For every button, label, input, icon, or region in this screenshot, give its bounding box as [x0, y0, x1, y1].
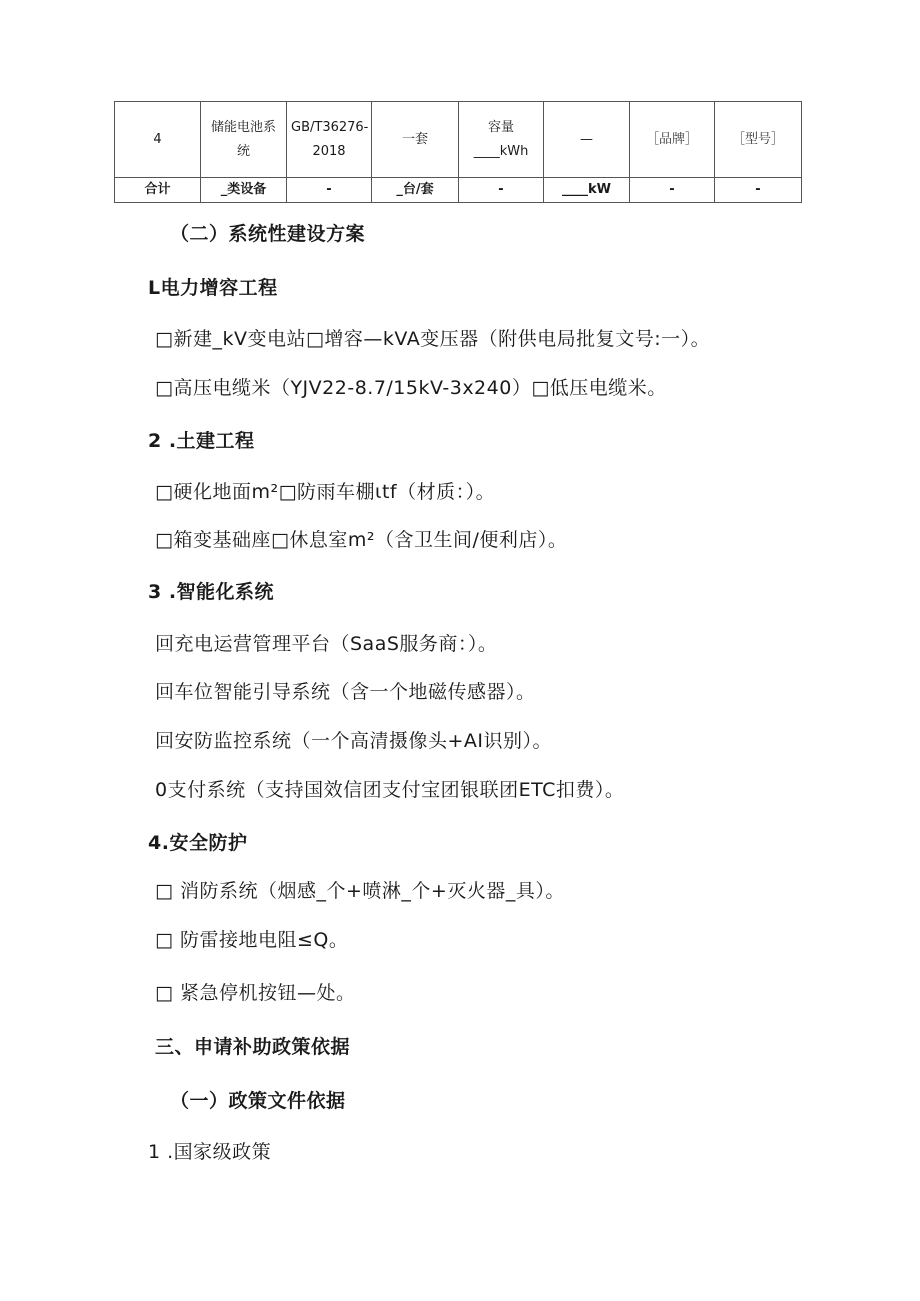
table-row [115, 102, 802, 178]
smart-system-title: 3 .智能化系统 [148, 581, 275, 603]
smart-system-item: 回充电运营管理平台（SaaS服务商：）。 [155, 633, 498, 655]
quantity-cell [372, 102, 459, 178]
capacity-cell [459, 102, 544, 178]
civil-works-title: 2 .土建工程 [148, 430, 255, 452]
power-upgrade-title: L电力增容工程 [148, 277, 278, 299]
power-upgrade-item: □高压电缆米（YJV22-8.7/15kV-3x240）□低压电缆米。 [155, 377, 667, 399]
standard-line2: 2018 [312, 143, 346, 159]
civil-works-item: □硬化地面m²□防雨车棚ιtf（材质：）。 [155, 481, 496, 503]
row-index-cell [115, 102, 201, 178]
model-cell [715, 102, 802, 178]
total-label-cell [115, 178, 201, 203]
equipment-name-line1: 储能电池系 [210, 119, 276, 135]
total-quantity: _台/套 [396, 182, 434, 197]
standard-cell [287, 102, 372, 178]
power-upgrade-item: □新建_kV变电站□增容—kVA变压器（附供电局批复文号:一）。 [155, 328, 711, 350]
smart-system-item: 0支付系统（支持国效信团支付宝团银联团ETC扣费）。 [155, 779, 625, 801]
equipment-name-cell [201, 102, 287, 178]
total-label: 合计 [144, 182, 171, 197]
total-quantity-cell [372, 178, 459, 203]
capacity-label: 容量 [487, 119, 514, 135]
equipment-name-line2: 统 [236, 143, 250, 159]
total-category-cell [201, 178, 287, 203]
safety-item: □ 防雷接地电阻≤Q。 [155, 929, 349, 951]
total-spec-cell [459, 178, 544, 203]
power-value: — [580, 131, 593, 147]
safety-item: □ 紧急停机按钮—处。 [155, 982, 356, 1004]
total-spec: - [498, 182, 504, 197]
table-total-row [115, 178, 802, 203]
civil-works-item: □箱变基础座□休息室m²（含卫生间/便利店）。 [155, 529, 568, 551]
brand-cell [630, 102, 715, 178]
total-model-cell [715, 178, 802, 203]
power-cell [544, 102, 630, 178]
total-brand: - [669, 182, 675, 197]
policy-documents-heading: （一）政策文件依据 [170, 1090, 346, 1112]
safety-item: □ 消防系统（烟感_个+喷淋_个+灭火器_具）。 [155, 880, 565, 902]
total-power: ____kW [562, 182, 611, 197]
equipment-table [114, 101, 802, 203]
safety-title: 4.安全防护 [148, 832, 248, 854]
national-policy-heading: 1 .国家级政策 [148, 1141, 272, 1163]
total-standard-cell [287, 178, 372, 203]
total-category: _类设备 [220, 182, 267, 197]
capacity-value: ____kWh [473, 143, 529, 159]
smart-system-item: 回安防监控系统（一个高清摄像头+AI识别）。 [155, 730, 553, 752]
subsidy-policy-heading: 三、申请补助政策依据 [155, 1036, 351, 1058]
standard-line1: GB/T36276- [291, 119, 369, 135]
quantity-value: 一套 [401, 131, 428, 147]
total-model: - [755, 182, 761, 197]
total-power-cell [544, 178, 630, 203]
total-brand-cell [630, 178, 715, 203]
construction-plan-heading: （二）系统性建设方案 [170, 223, 366, 245]
smart-system-item: 回车位智能引导系统（含一个地磁传感器）。 [155, 681, 536, 703]
row-index: 4 [153, 131, 162, 147]
model-value: ［型号］ [731, 131, 784, 147]
total-standard: - [326, 182, 332, 197]
brand-value: ［品牌］ [645, 131, 698, 147]
